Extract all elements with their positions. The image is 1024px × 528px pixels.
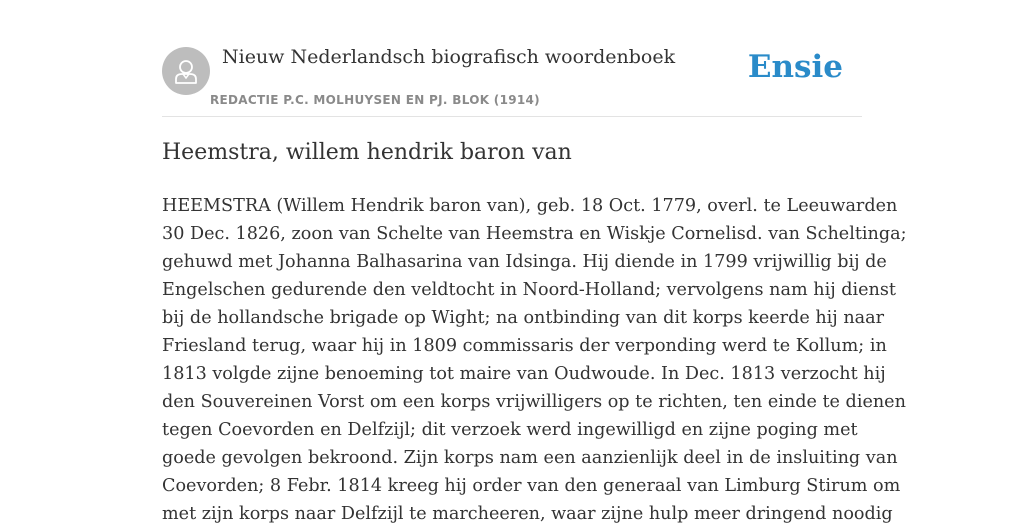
- entry-body-line: gehuwd met Johanna Balhasarina van Idsinga. Hij diende in 1799 vrijwillig bij de: [162, 252, 887, 272]
- entry-body-line: bij de hollandsche brigade op Wight; na ontbinding van dit korps keerde hij naar: [162, 308, 885, 328]
- entry-body-line: tegen Coevorden en Delfzijl; dit verzoek werd ingewilligd en zijne poging met: [162, 420, 858, 440]
- source-header: [162, 46, 862, 117]
- person-outline-icon: [171, 56, 201, 86]
- entry-body-line: Coevorden; 8 Febr. 1814 kreeg hij order van den generaal van Limburg Stirum om: [162, 476, 901, 496]
- entry-body-line: Engelschen gedurende den veldtocht in Noord-Holland; vervolgens nam hij dienst: [162, 280, 896, 300]
- editors-label: REDACTIE P.C. MOLHUYSEN EN PJ. BLOK (1914): [210, 93, 540, 107]
- entry-body-line: 1813 volgde zijne benoeming tot maire van Oudwoude. In Dec. 1813 verzocht hij: [162, 364, 886, 384]
- ensie-logo-link[interactable]: Ensie: [747, 49, 843, 85]
- user-avatar-icon[interactable]: [162, 47, 210, 95]
- book-title-link[interactable]: Nieuw Nederlandsch biografisch woordenboek: [222, 46, 676, 68]
- entry-body-line: met zijn korps naar Delfzijl te marcheeren, waar zijne hulp meer dringend noodig: [162, 504, 893, 524]
- entry-body-line: goede gevolgen bekroond. Zijn korps nam een aanzienlijk deel in de insluiting van: [162, 448, 898, 468]
- entry-title: Heemstra, willem hendrik baron van: [162, 140, 572, 165]
- entry-body-line: Friesland terug, waar hij in 1809 commissaris der verponding werd te Kollum; in: [162, 336, 887, 356]
- entry-body-line: HEEMSTRA (Willem Hendrik baron van), geb. 18 Oct. 1779, overl. te Leeuwarden: [162, 196, 898, 216]
- entry-body: [162, 192, 907, 528]
- entry-body-line: 30 Dec. 1826, zoon van Schelte van Heemstra en Wiskje Cornelisd. van Scheltinga;: [162, 224, 907, 244]
- entry-body-line: den Souvereinen Vorst om een korps vrijwilligers op te richten, ten einde te dienen: [162, 392, 906, 412]
